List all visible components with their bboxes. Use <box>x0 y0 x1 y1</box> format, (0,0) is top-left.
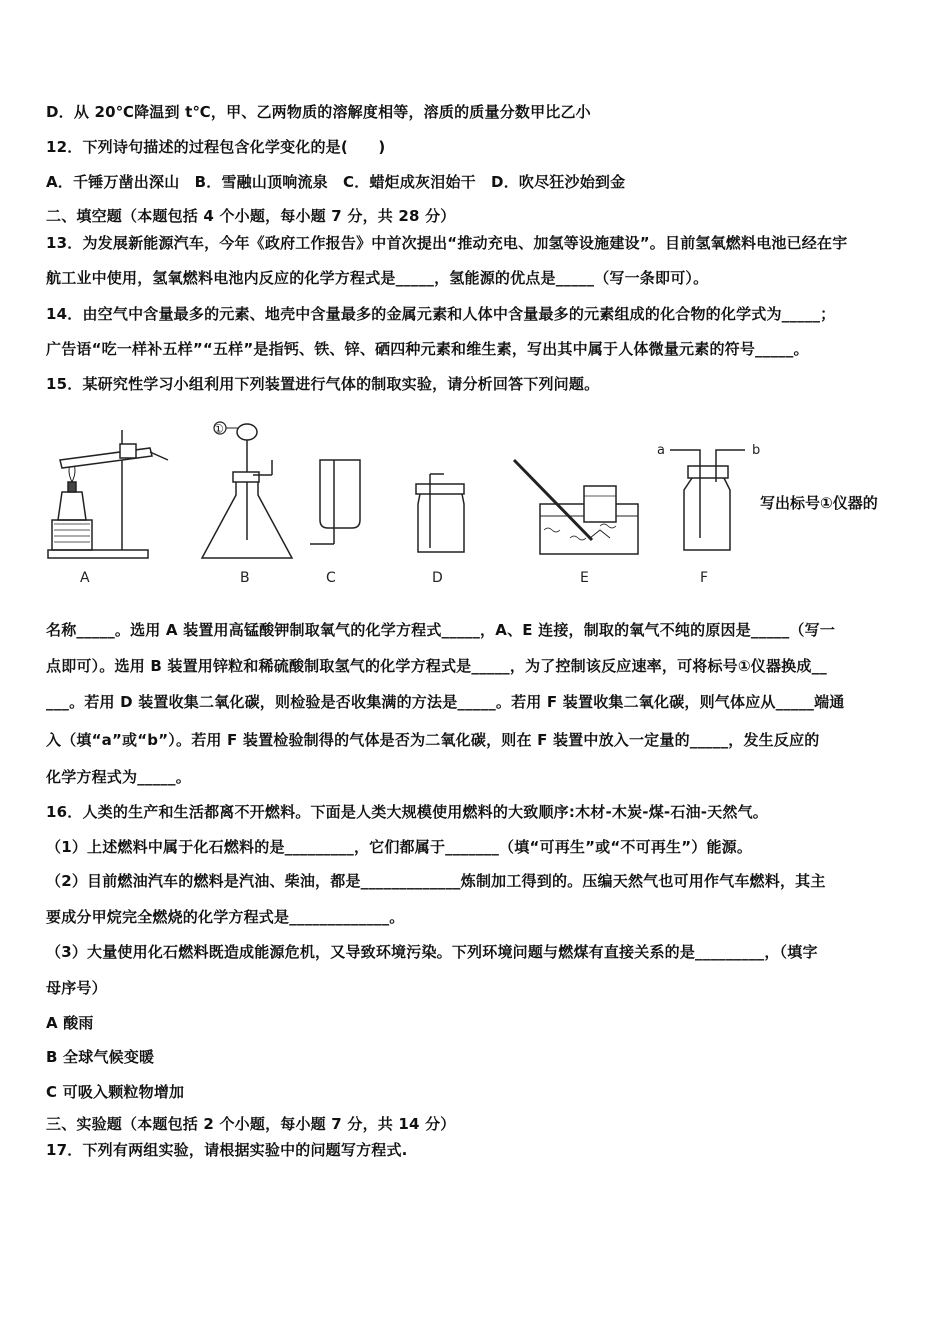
apparatus-b <box>202 422 292 586</box>
label-e: E <box>580 570 589 586</box>
question-15-line-4: 入（填“a”或“b”）。若用 F 装置检验制得的气体是否为二氧化碳，则在 F 装置中放入一定量的_____，发生反应的 <box>46 731 820 749</box>
label-c: C <box>326 570 336 586</box>
question-13-line-2: 航工业中使用，氢氧燃料电池内反应的化学方程式是_____，氢能源的优点是_____（写一条即可）。 <box>46 269 709 287</box>
question-16-part-1: （1）上述燃料中属于化石燃料的是_________，它们都属于_______（填“可再生”或“不可再生”）能源。 <box>46 838 753 856</box>
question-13-line-1: 13．为发展新能源汽车，今年《政府工作报告》中首次提出“推动充电、加氢等设施建设”。目前氢氧燃料电池已经在宇 <box>46 234 848 252</box>
question-17-stem: 17．下列有两组实验，请根据实验中的问题写方程式. <box>46 1141 408 1159</box>
question-14-line-2: 广告语“吃一样补五样”“五样”是指钙、铁、锌、硒四种元素和维生素，写出其中属于人体微量元素的符号_____。 <box>46 340 809 358</box>
question-16-part-2-line-2: 要成分甲烷完全燃烧的化学方程式是_____________。 <box>46 908 405 926</box>
label-d: D <box>432 570 443 586</box>
section-experiment-heading: 三、实验题（本题包括 2 个小题，每小题 7 分，共 14 分） <box>46 1115 456 1133</box>
question-15-line-3: ___。若用 D 装置收集二氧化碳，则检验是否收集满的方法是_____。若用 F 装置收集二氧化碳，则气体应从_____端通 <box>46 693 845 711</box>
label-f: F <box>700 570 709 586</box>
question-15-line-2: 点即可）。选用 B 装置用锌粒和稀硫酸制取氢气的化学方程式是_____，为了控制该反应速率，可将标号①仪器换成__ <box>46 657 827 675</box>
question-15-line-5: 化学方程式为_____。 <box>46 768 191 786</box>
choice-c-particulates: C 可吸入颗粒物增加 <box>46 1083 185 1101</box>
question-14-line-1: 14．由空气中含量最多的元素、地壳中含量最多的金属元素和人体中含量最多的元素组成的化合物的化学式为_____； <box>46 305 836 323</box>
port-b-label: b <box>752 443 761 458</box>
section-fill-blank-heading: 二、填空题（本题包括 4 个小题，每小题 7 分，共 28 分） <box>46 207 456 225</box>
question-16-stem: 16．人类的生产和生活都离不开燃料。下面是人类大规模使用燃料的大致顺序:木材-木炭-煤-石油-天然气。 <box>46 803 768 821</box>
marker-1: ① <box>213 422 224 436</box>
choice-a-acid-rain: A 酸雨 <box>46 1014 94 1032</box>
port-a-label: a <box>657 443 665 458</box>
question-16-part-3-line-2: 母序号） <box>46 979 107 997</box>
apparatus-a <box>48 430 168 586</box>
apparatus-e <box>514 460 638 586</box>
choice-b-global-warming: B 全球气候变暖 <box>46 1048 155 1066</box>
label-a: A <box>80 570 90 586</box>
question-16-part-2-line-1: （2）目前燃油汽车的燃料是汽油、柴油，都是_____________炼制加工得到的。压编天然气也可用作气车燃料，其主 <box>46 872 826 890</box>
question-12-options: A．千锤万凿出深山 B．雪融山顶响流泉 C．蜡炬成灰泪始干 D．吹尽狂沙始到金 <box>46 173 626 191</box>
option-d-line: D．从 20℃降温到 t℃，甲、乙两物质的溶解度相等，溶质的质量分数甲比乙小 <box>46 103 591 121</box>
apparatus-f <box>657 443 760 586</box>
apparatus-c <box>310 460 360 586</box>
question-16-part-3-line-1: （3）大量使用化石燃料既造成能源危机，又导致环境污染。下列环境问题与燃煤有直接关系的是_________，（填字 <box>46 943 818 961</box>
apparatus-d <box>416 474 464 586</box>
figure-side-text: 写出标号①仪器的 <box>760 494 878 512</box>
question-15-stem: 15．某研究性学习小组利用下列装置进行气体的制取实验，请分析回答下列问题。 <box>46 375 600 393</box>
question-12-stem: 12．下列诗句描述的过程包含化学变化的是( ) <box>46 138 386 156</box>
question-15-line-1: 名称_____。选用 A 装置用高锰酸钾制取氧气的化学方程式_____，A、E 连接，制取的氧气不纯的原因是_____（写一 <box>46 621 836 639</box>
label-b: B <box>240 570 250 586</box>
